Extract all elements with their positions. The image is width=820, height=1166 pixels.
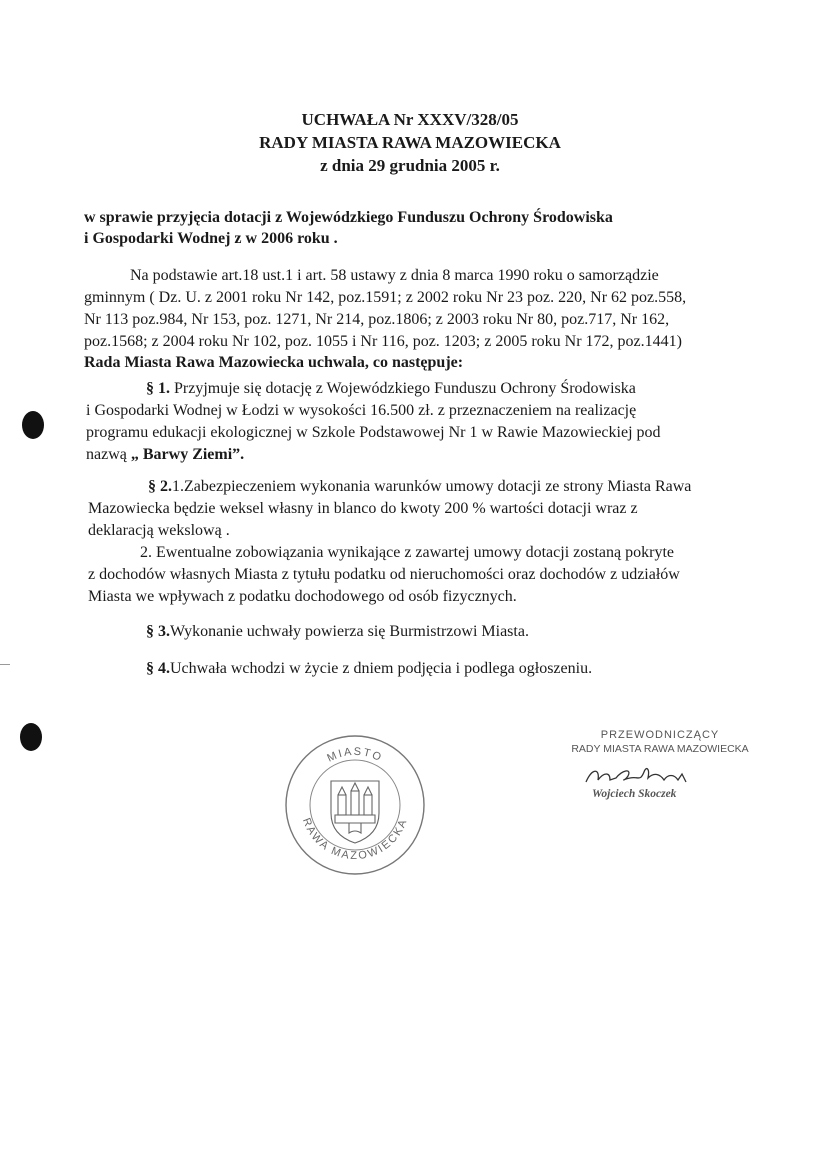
- paragraph-4-marker: § 4.: [146, 660, 170, 677]
- paragraph-2-marker: § 2.: [148, 478, 172, 495]
- subject-line-1: w sprawie przyjęcia dotacji z Wojewódzkiego Funduszu Ochrony Środowiska: [84, 209, 613, 226]
- paragraph-2-line-1: § 2.1.Zabezpieczeniem wykonania warunków umowy dotacji ze strony Miasta Rawa: [148, 478, 692, 495]
- paragraph-2-line-6: Miasta we wpływach z podatku dochodowego od osób fizycznych.: [88, 588, 517, 605]
- program-name: „ Barwy Ziemi”.: [130, 446, 245, 463]
- paragraph-1-line-1: § 1. Przyjmuje się dotację z Wojewódzkiego Funduszu Ochrony Środowiska: [146, 380, 636, 397]
- signatory-name-stamp: Wojciech Skoczek: [592, 788, 677, 800]
- paragraph-1-line-4: nazwą „ Barwy Ziemi”.: [86, 446, 245, 463]
- paragraph-2-line-4: 2. Ewentualne zobowiązania wynikające z zawartej umowy dotacji zostaną pokryte: [140, 544, 674, 561]
- seal-bottom-text: RAWA MAZOWIECKA: [299, 816, 411, 863]
- paragraph-2-line-3: deklaracją wekslową .: [88, 522, 230, 539]
- paragraph-4: § 4.Uchwała wchodzi w życie z dniem podjęcia i podlega ogłoszeniu.: [146, 660, 593, 677]
- resolves-line: Rada Miasta Rawa Mazowiecka uchwala, co następuje:: [84, 354, 464, 371]
- fold-mark-left: [0, 664, 10, 665]
- paragraph-3-marker: § 3.: [146, 623, 170, 640]
- punch-hole-bottom: [20, 723, 42, 751]
- preamble-line-3: Nr 113 poz.984, Nr 153, poz. 1271, Nr 214, poz.1806; z 2003 roku Nr 80, poz.717, Nr 162,: [84, 311, 670, 328]
- handwritten-signature: [580, 758, 700, 788]
- resolution-number: UCHWAŁA Nr XXXV/328/05: [301, 110, 519, 129]
- preamble-line-4: poz.1568; z 2004 roku Nr 102, poz. 1055 i Nr 116, poz. 1203; z 2005 roku Nr 172, poz.1441): [84, 333, 682, 350]
- paragraph-1-line-2: i Gospodarki Wodnej w Łodzi w wysokości 16.500 zł. z przeznaczeniem na realizację: [86, 402, 637, 419]
- resolution-issuer: RADY MIASTA RAWA MAZOWIECKA: [259, 133, 561, 152]
- paragraph-2-line-2: Mazowiecka będzie weksel własny in blanco do kwoty 200 % wartości dotacji wraz z: [88, 500, 638, 517]
- paragraph-2-line-5: z dochodów własnych Miasta z tytułu podatku od nieruchomości oraz dochodów z udziałów: [88, 566, 680, 583]
- signature-body: RADY MIASTA RAWA MAZOWIECKA: [571, 743, 749, 755]
- paragraph-1-line-3: programu edukacji ekologicznej w Szkole Podstawowej Nr 1 w Rawie Mazowieckiej pod: [86, 424, 661, 441]
- resolution-date: z dnia 29 grudnia 2005 r.: [320, 156, 500, 175]
- seal-coat-of-arms: [331, 781, 379, 843]
- paragraph-3: § 3.Wykonanie uchwały powierza się Burmistrzowi Miasta.: [146, 623, 529, 640]
- signature-block: [550, 728, 770, 756]
- preamble-line-2: gminnym ( Dz. U. z 2001 roku Nr 142, poz.1591; z 2002 roku Nr 23 poz. 220, Nr 62 poz.558,: [84, 289, 687, 306]
- preamble-line-1: Na podstawie art.18 ust.1 i art. 58 ustawy z dnia 8 marca 1990 roku o samorządzie: [130, 267, 659, 284]
- signature-title: PRZEWODNICZĄCY: [600, 729, 720, 741]
- seal-top-text: MIASTO: [325, 745, 385, 765]
- paragraph-1-marker: § 1.: [146, 380, 170, 397]
- city-seal: [283, 733, 427, 877]
- subject-line-2: i Gospodarki Wodnej z w 2006 roku .: [84, 230, 338, 247]
- punch-hole-top: [22, 411, 44, 439]
